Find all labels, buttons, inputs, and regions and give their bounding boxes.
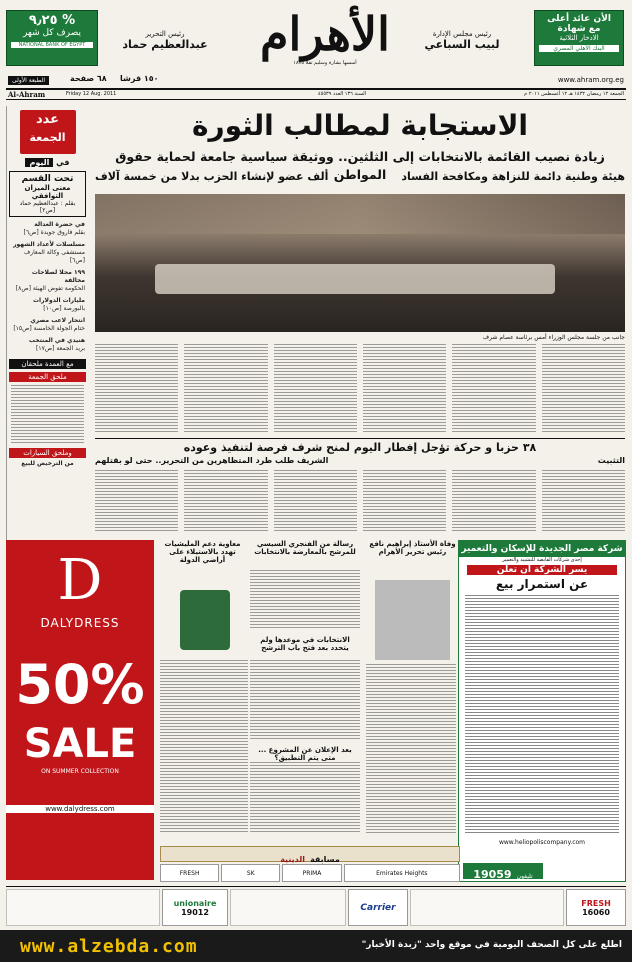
heliopolis-web[interactable]: www.heliopoliscompany.com [498, 839, 586, 846]
today-label: اليوم [25, 158, 53, 167]
bottom-ad-text[interactable] [410, 889, 564, 926]
story2-column [452, 470, 535, 532]
left-ad-rate: ٩٫٢٥ % [28, 13, 76, 28]
story2-headline[interactable]: ٣٨ حزبا و حركة تؤجل إفطار اليوم لمنح شرف فرصة لتنفيذ وعوده [95, 438, 625, 454]
story3-text2 [250, 660, 360, 740]
dalydress-logo-icon: D [57, 548, 103, 613]
latin-name: Al-Ahram [8, 90, 46, 99]
story2-column [274, 470, 357, 532]
photo-table [155, 264, 555, 294]
story2-sub [95, 456, 625, 468]
sidebar-item[interactable]: الحكومة تفوض الهيئة [ص٨] [15, 285, 85, 292]
sidebar-item[interactable]: بريد الجمعة [ص١٧] [36, 345, 85, 352]
section-title: تحت القسم [21, 174, 74, 184]
dalydress-note: ON SUMMER COLLECTION [41, 768, 119, 775]
bottom-ad-strip [6, 886, 626, 926]
price: ١٥٠ قرشا [120, 74, 159, 83]
sidebar-item[interactable]: انتحار لاعب مصري [30, 317, 85, 324]
supplement-text [11, 385, 84, 445]
sidebar-item[interactable]: هنيدي في المنتخب [28, 337, 85, 344]
bottom-ad-text[interactable] [230, 889, 346, 926]
lead-column [274, 344, 357, 434]
story3-sub[interactable]: الانتخابات في موعدها ولم يتحدد بعد فتح باب الترشح [260, 636, 350, 652]
sidebar-item[interactable]: بالبورصة [ص١٠] [43, 305, 85, 312]
highlight-label: مع العمدة ملحقان [9, 359, 86, 369]
story3-text3 [250, 762, 360, 834]
section-box[interactable] [9, 171, 86, 217]
lead-column [95, 344, 178, 434]
heliopolis-company: شركة مصر الجديدة للإسكان والتعمير [459, 541, 625, 557]
ramadan-emblem-icon [180, 590, 230, 650]
right-ad-line3: الادخار الثلاثية [559, 34, 599, 42]
main-headline: الاستجابة لمطالب الثورة [191, 109, 529, 142]
chairman-block [412, 30, 512, 51]
story2-body [95, 470, 625, 532]
today-in: في [56, 158, 70, 167]
heliopolis-phone-label: تليفون [516, 873, 533, 880]
sidebar-item[interactable]: ختام الجولة الخامسة [ص١٥] [13, 325, 85, 332]
fresh-phone: 16060 [582, 907, 610, 917]
obituary-photo[interactable] [375, 580, 450, 660]
bottom-ad-text[interactable] [6, 889, 160, 926]
story2-sub-a: التثبيت [597, 456, 625, 465]
founded-line: أسسها بشارة وسليم تقلا ١٨٧٥ [293, 60, 357, 66]
badge-top: عدد [35, 112, 60, 127]
today-row [7, 158, 88, 167]
footer-bar [0, 930, 632, 962]
sponsor-logo[interactable]: PRIMA [282, 864, 341, 882]
sidebar-item[interactable]: مستشفى وكالة المعارف [ص٦] [23, 249, 85, 264]
heliopolis-offer: عن استمرار بيع [495, 577, 589, 591]
story2-column [363, 470, 446, 532]
story2-sub-b: الشريف طلب طرد المتظاهرين من التحرير.. حتى لو بقتلهم [95, 456, 329, 465]
date-strip [6, 88, 626, 100]
bottom-ad-carrier[interactable]: Carrier [348, 889, 408, 926]
bottom-ad-fresh[interactable] [566, 889, 626, 926]
dalydress-big: 50% [15, 653, 145, 716]
section-author: بقلم : عبدالعظيم حماد [19, 200, 76, 207]
story3-headline-right[interactable]: وفاة الأستاذ إبراهيم نافع رئيس تحرير الأهرام [369, 540, 456, 556]
heliopolis-announce: يسر الشركة أن تعلن [467, 565, 617, 575]
dalydress-brand: DALYDRESS [40, 616, 120, 630]
sidebar-item[interactable]: مسلسلات لأعداد الشهور [13, 241, 85, 248]
editor-title: رئيس التحرير [145, 30, 185, 38]
lead-column [184, 344, 267, 434]
heliopolis-phone: 19059 [473, 868, 512, 881]
footer-slogan: اطلع على كل الصحف اليومية في موقع واحد "زبدة الأخبار" [361, 940, 622, 950]
sidebar-item[interactable]: في حضرة العدالة [34, 221, 85, 228]
editor-block [110, 30, 220, 51]
unionaire-logo: unionaire [173, 898, 217, 908]
dalydress-ad[interactable] [6, 540, 154, 880]
supplement2-label[interactable]: وملحق السيارات [9, 448, 86, 458]
edition-badge: الطبعة الأولى [8, 76, 49, 85]
deck-row [95, 170, 625, 188]
logo: الأهرام [260, 7, 390, 61]
story3-headline-left[interactable]: معاوية دعم المليشيات تهدد بالاستيلاء على أراضي الدولة [164, 540, 241, 564]
lead-column [452, 344, 535, 434]
lead-article [95, 344, 625, 434]
sidebar-item[interactable]: ١٩٩ محلا لصلاحات مخالفة [31, 269, 85, 284]
deck-right: هيئة وطنية دائمة للنزاهة ومكافحة الفساد [401, 170, 625, 183]
heliopolis-ad[interactable] [458, 540, 626, 882]
deck-left: ألف عضو لإنشاء الحزب بدلا من خمسة آلاف [95, 170, 329, 183]
middle-stories [160, 540, 460, 840]
latin-date: Friday 12 Aug. 2011 [66, 91, 117, 97]
right-ad-line2: مع شهادة [557, 24, 601, 34]
left-ad-bank: NATIONAL BANK OF EGYPT [11, 42, 93, 48]
story3-sub2[interactable]: بعد الإعلان عن المشروع ... متى يتم التطبيق؟ [258, 746, 352, 762]
issue-badge [20, 110, 76, 154]
sponsor-row [160, 864, 460, 882]
sub-headline: زيادة نصيب القائمة بالانتخابات إلى الثلثين.. ووثيقة سياسية جامعة لحماية حقوق المواطن [115, 149, 605, 182]
section-body: معنى الميزان التوافقي [24, 184, 71, 200]
supplement-label[interactable]: ملحق الجمعة [9, 372, 86, 382]
bottom-ad-unionaire[interactable] [162, 889, 228, 926]
right-top-ad[interactable] [534, 10, 624, 66]
sponsor-logo[interactable]: FRESH [160, 864, 219, 882]
pages-count: ٦٨ صفحة [70, 74, 107, 83]
obituary-text [366, 664, 456, 834]
website[interactable]: www.ahram.org.eg [557, 76, 624, 84]
editor-name: عبدالعظيم حماد [122, 38, 208, 51]
story3-headline-mid[interactable]: رسالة من الفنجري السيسي للمرشح بالمعارضة بالانتخابات [254, 540, 356, 556]
heliopolis-phone-box[interactable] [463, 863, 543, 879]
sidebar-item[interactable]: بقلم فاروق جويدة [ص٦] [23, 229, 85, 236]
dalydress-sale: SALE [23, 721, 137, 767]
left-sidebar [6, 106, 88, 566]
chairman-title: رئيس مجلس الإدارة [432, 30, 492, 38]
sponsor-logo[interactable]: SK [221, 864, 280, 882]
section-page: [ص٢] [39, 207, 56, 214]
unionaire-hotline: 19012 [181, 907, 209, 917]
lead-column [363, 344, 446, 434]
issue-no: السنة ١٣٦ العدد ٤٥٥٣٩ [317, 91, 366, 97]
masthead [0, 0, 632, 100]
right-ad-bank: البنك الأهلي المصري [539, 45, 619, 52]
sidebar-item[interactable]: مليارات الدولارات [32, 297, 85, 304]
photo-wall [95, 194, 625, 234]
issue-line: الجمعة ١٢ رمضان ١٤٣٢ هـ ١٢ أغسطس ٢٠١١ م [524, 91, 624, 97]
story2-column [542, 470, 625, 532]
mosabqa-program: الدينية [280, 855, 305, 864]
main-photo[interactable] [95, 194, 625, 332]
photo-caption: جانب من جلسة مجلس الوزراء أمس برئاسة عصام شرف [482, 334, 625, 341]
mosabqa-band[interactable] [160, 846, 460, 862]
sidebar-items [7, 221, 88, 353]
heliopolis-tagline: إحدى شركات القابضة للتشييد والتعمير [502, 557, 582, 563]
sponsor-logo[interactable]: Emirates Heights [344, 864, 460, 882]
badge-bottom: الجمعة [29, 131, 66, 144]
fresh-logo: FRESH [581, 898, 611, 908]
lead-column [542, 344, 625, 434]
footer-watermark[interactable]: www.alzebda.com [20, 936, 198, 957]
left-ad-text: يصرف كل شهر [22, 28, 82, 38]
chairman-name: لبيب السباعي [424, 38, 500, 51]
left-top-ad[interactable] [6, 10, 98, 66]
story3-text [250, 570, 360, 630]
story2-column [95, 470, 178, 532]
story2-column [184, 470, 267, 532]
right-ad-line1: الأن عائد أعلى [547, 14, 611, 24]
mosabqa-label: مسابقة [310, 855, 340, 864]
story4-text [160, 660, 248, 834]
dalydress-web[interactable]: www.dalydress.com [6, 805, 154, 813]
supplement-note: من الترخيص للبيع [21, 460, 74, 467]
heliopolis-listing [465, 595, 619, 835]
